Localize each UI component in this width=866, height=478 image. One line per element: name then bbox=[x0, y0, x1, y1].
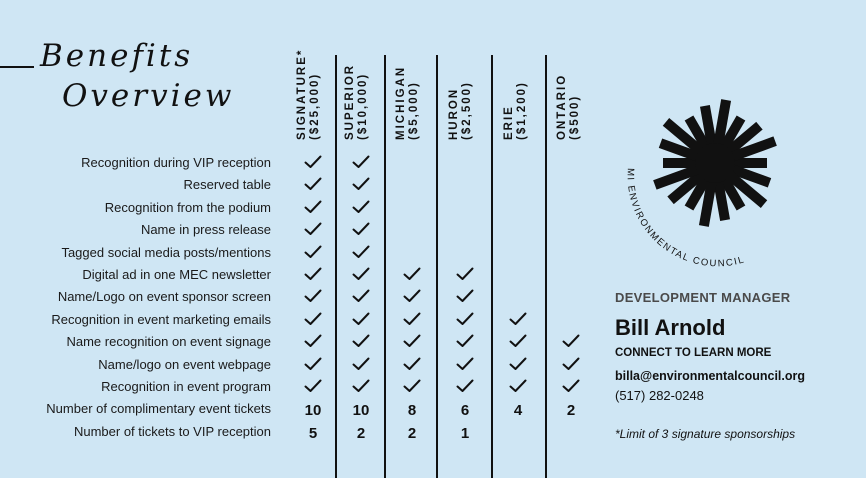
benefit-label: Name/logo on event webpage bbox=[98, 356, 271, 372]
check-icon bbox=[352, 379, 370, 393]
check-icon bbox=[304, 267, 322, 281]
tier-header bbox=[395, 25, 421, 140]
check-icon bbox=[352, 177, 370, 191]
check-icon bbox=[562, 379, 580, 393]
tier-amount: ($1,200) bbox=[516, 81, 528, 140]
logo-text: MI ENVIRONMENTAL COUNCIL bbox=[624, 167, 747, 268]
vip-ticket-count: 1 bbox=[460, 424, 470, 442]
check-icon bbox=[352, 357, 370, 371]
benefit-label: Recognition in event program bbox=[101, 378, 271, 394]
ticket-count: 2 bbox=[566, 402, 576, 420]
column-divider bbox=[335, 55, 337, 478]
check-icon bbox=[304, 245, 322, 259]
tier-amount: ($25,000) bbox=[309, 72, 321, 140]
check-icon bbox=[304, 289, 322, 303]
title-rule bbox=[0, 66, 34, 68]
footnote: *Limit of 3 signature sponsorships bbox=[615, 427, 796, 441]
benefit-label: Recognition in event marketing emails bbox=[51, 311, 271, 327]
contact-phone[interactable]: (517) 282-0248 bbox=[615, 388, 704, 403]
check-icon bbox=[304, 177, 322, 191]
check-icon bbox=[456, 289, 474, 303]
benefits-list bbox=[46, 152, 271, 443]
tier-name: MICHIGAN bbox=[395, 65, 407, 140]
tier-name: ONTARIO bbox=[556, 73, 568, 140]
benefit-label: Name recognition on event signage bbox=[66, 334, 271, 350]
check-icon bbox=[352, 289, 370, 303]
benefit-label: Reserved table bbox=[183, 177, 271, 193]
column-divider bbox=[384, 55, 386, 478]
check-icon bbox=[403, 312, 421, 326]
check-icon bbox=[352, 155, 370, 169]
benefit-label: Digital ad in one MEC newsletter bbox=[82, 266, 271, 282]
vip-ticket-count: 5 bbox=[308, 424, 318, 442]
check-icon bbox=[352, 200, 370, 214]
ticket-count: 8 bbox=[407, 402, 417, 420]
check-icon bbox=[352, 267, 370, 281]
tier-amount: ($500) bbox=[569, 94, 581, 140]
check-icon bbox=[403, 334, 421, 348]
benefit-label: Number of complimentary event tickets bbox=[46, 401, 271, 417]
check-icon bbox=[456, 379, 474, 393]
check-icon bbox=[304, 357, 322, 371]
vip-ticket-count: 2 bbox=[407, 424, 417, 442]
contact-block bbox=[615, 290, 805, 403]
check-icon bbox=[352, 334, 370, 348]
title-line-1: Benefits bbox=[40, 38, 194, 74]
tier-amount: ($2,500) bbox=[461, 81, 473, 140]
tier-amount: ($10,000) bbox=[357, 72, 369, 140]
benefit-label: Name/Logo on event sponsor screen bbox=[57, 289, 271, 305]
contact-cta: CONNECT TO LEARN MORE bbox=[615, 347, 772, 359]
check-icon bbox=[352, 312, 370, 326]
ticket-count: 10 bbox=[352, 402, 370, 420]
check-icon bbox=[403, 267, 421, 281]
benefit-label: Tagged social media posts/mentions bbox=[61, 244, 271, 260]
check-icon bbox=[456, 312, 474, 326]
check-icon bbox=[456, 357, 474, 371]
column-divider bbox=[545, 55, 547, 478]
ticket-count: 4 bbox=[513, 402, 523, 420]
tier-name: HURON bbox=[448, 87, 460, 140]
check-icon bbox=[304, 222, 322, 236]
check-icon bbox=[509, 334, 527, 348]
tier-header bbox=[344, 25, 370, 140]
tier-header bbox=[556, 25, 582, 140]
check-icon bbox=[562, 357, 580, 371]
check-icon bbox=[509, 379, 527, 393]
contact-email[interactable]: billa@environmentalcouncil.org bbox=[615, 369, 805, 383]
check-icon bbox=[509, 312, 527, 326]
tier-name: SIGNATURE* bbox=[296, 48, 308, 140]
title-line-2: Overview bbox=[62, 78, 235, 114]
column-divider bbox=[436, 55, 438, 478]
check-icon bbox=[304, 379, 322, 393]
check-icon bbox=[456, 267, 474, 281]
tier-header bbox=[448, 25, 474, 140]
check-icon bbox=[456, 334, 474, 348]
benefit-label: Number of tickets to VIP reception bbox=[73, 423, 271, 439]
check-icon bbox=[304, 312, 322, 326]
check-icon bbox=[304, 334, 322, 348]
check-icon bbox=[562, 334, 580, 348]
check-icon bbox=[304, 200, 322, 214]
ticket-count: 10 bbox=[304, 402, 322, 420]
check-icon bbox=[352, 222, 370, 236]
check-icon bbox=[403, 379, 421, 393]
benefit-label: Name in press release bbox=[140, 222, 271, 238]
vip-ticket-count: 2 bbox=[356, 424, 366, 442]
mec-logo bbox=[620, 88, 790, 268]
page-title bbox=[40, 36, 234, 116]
check-icon bbox=[352, 245, 370, 259]
contact-role: DEVELOPMENT MANAGER bbox=[615, 290, 791, 305]
tier-header bbox=[503, 25, 529, 140]
column-divider bbox=[491, 55, 493, 478]
check-icon bbox=[403, 289, 421, 303]
check-icon bbox=[304, 155, 322, 169]
tier-amount: ($5,000) bbox=[408, 81, 420, 140]
check-icon bbox=[509, 357, 527, 371]
ticket-count: 6 bbox=[460, 402, 470, 420]
tier-name: ERIE bbox=[503, 105, 515, 140]
benefit-label: Recognition from the podium bbox=[104, 199, 271, 215]
tier-name: SUPERIOR bbox=[344, 63, 356, 140]
tier-header bbox=[296, 25, 322, 140]
check-icon bbox=[403, 357, 421, 371]
contact-name: Bill Arnold bbox=[615, 315, 726, 340]
benefit-label: Recognition during VIP reception bbox=[81, 155, 271, 170]
